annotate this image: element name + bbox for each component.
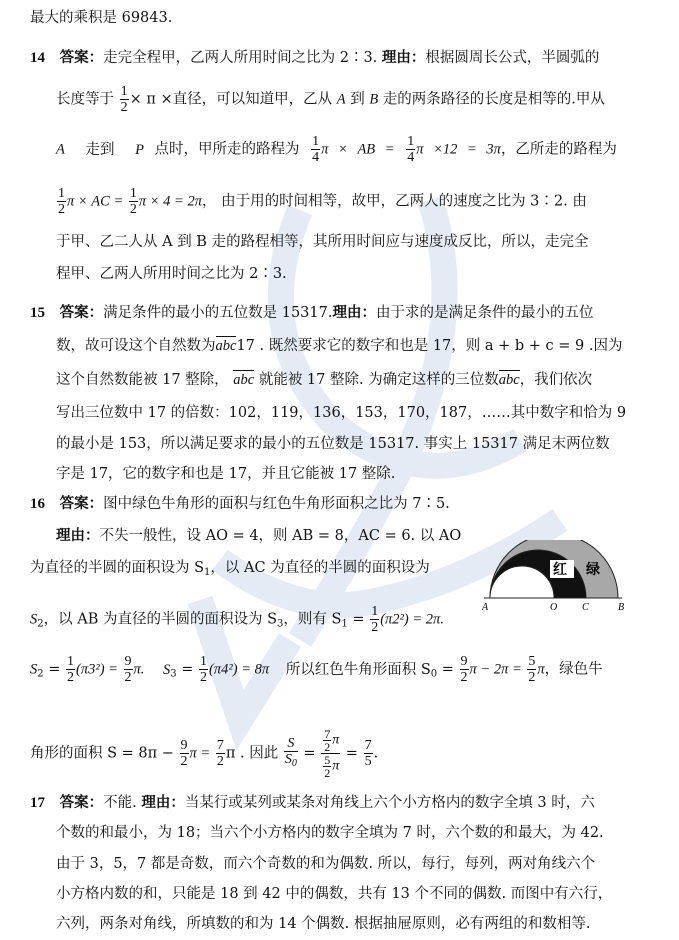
q14-line6: 程甲、乙两人所用时间之比为 2∶3. [56,266,287,282]
q16-l5c: π . 因此 [225,745,279,762]
q15-line2 [56,336,622,356]
fraction-half-2: $\frac{1}{2}$ [58,186,65,217]
q16-l5e: = [341,745,358,762]
q14-l2b: × π ×直径，可以知道甲，乙从 [129,91,333,108]
q16-l2b: ，以 AC 为直径的半圆的面积设为 [210,560,430,576]
q16-answer: 图中绿色牛角形的面积与红色牛角形面积之比为 7∶5. [103,496,450,512]
q16-answer-label: 答案： [59,495,104,512]
q14-line5: 于甲、乙二人从 A 到 B 走的路程相等，其所用时间应与速度成反比，所以，走完全 [56,234,589,250]
q16-l4-sub3: 3 [170,668,177,680]
q16-l5d: = [298,745,316,762]
q14-l4b: π × 4 = 2π [138,193,202,210]
q17-answer-label: 答案： [59,794,104,811]
fraction-nested: $\frac{7}{2}$ π $\frac{5}{2}$ π [321,728,340,779]
q16-l4f: = [176,661,194,678]
q16-reason-label: 理由： [56,527,100,544]
q16-l4l: ，绿色牛 [544,661,603,678]
q16-l4b: = [43,661,61,678]
q16-l5b: π = [189,745,211,762]
q14-l3g: ，乙所走的路程为 [500,141,617,158]
q15-l3c: ，我们依次 [519,372,593,388]
q16-l2: 为直径的半圆的面积设为 S [30,560,205,576]
q15-l3a: 这个自然数能被 17 整除， [56,372,229,388]
q14-l3c: P [135,141,144,158]
q15-header [30,303,593,323]
q14-l2a: 长度等于 [56,91,114,108]
q14-l3b: 走到 [85,141,115,158]
q16-line5 [30,728,378,779]
q16-l5a: 角形的面积 S = 8π − [30,745,174,762]
q14-l3e: π × AB = [321,141,395,158]
q15-line4: 写出三位数中 17 的倍数：102，119，136，153，170，187，……其中数字和恰为 9 [56,405,627,421]
q17-reason-start: 当某行或某列或某条对角线上六个小方格内的数字全填 3 时，六 [184,795,595,811]
q14-l4c: ， 由于用的时间相等，故甲，乙两人的速度之比为 3∶2. 由 [201,193,587,210]
q17-line4: 小方格内数的和，只能是 18 到 42 中的偶数，共有 13 个不同的偶数. 而图中有六行， [56,886,613,902]
fraction-half: $\frac{1}{2}$ [120,84,128,115]
q15-line5: 的最小是 153，所以满足要求的最小的五位数是 15317. 事实上 15317 满足末两位数 [56,436,610,452]
q14-l2d: 到 [350,91,365,108]
q16-l5f: . [373,745,379,762]
fraction-quarter-2: $\frac{1}{4}$ [407,134,415,165]
q16-l4-sub0: 0 [430,668,438,680]
q17-line2: 个数的和最小，为 18；当六个小方格内的数字全填为 7 时，六个数的和最大，为 42. [56,825,604,841]
semicircle-figure [482,540,632,610]
q16-l3-sub: 2 [37,618,44,630]
q16-l3e: (π2²) = 2π. [380,611,444,628]
q17-number: 17 [30,795,45,811]
fraction-nine-half-2: $\frac{9}{2}$ [460,654,468,685]
fraction-result: $\frac{7}{5}$ [364,738,372,769]
q14-answer: 走完全程甲，乙两人所用时间之比为 2∶3. [103,50,378,66]
q16-l4a: S [30,661,38,678]
q16-l4c: (π3²) = [76,661,118,678]
q16-l4j: π − 2π = [469,661,522,678]
q16-l3-sub3: 3 [277,618,284,630]
q15-answer-label: 答案： [59,304,104,321]
q16-l2-sub: 1 [204,567,211,578]
fraction-half-5: $\frac{1}{2}$ [67,654,74,685]
point-o-label: O [550,602,558,610]
fraction-half-3: $\frac{1}{2}$ [129,186,137,217]
fraction-quarter: $\frac{1}{4}$ [312,134,320,165]
fraction-seven-half: $\frac{7}{2}$ [216,738,224,769]
fraction-half-4: $\frac{1}{2}$ [371,604,379,635]
q14-l2f: 走的两条路径的长度是相等的.甲从 [382,91,605,108]
q16-header [30,494,450,514]
q14-reason-start: 根据圆周长公式，半圆弧的 [425,50,600,66]
q14-l3d: 点时，甲所走的路程为 [154,141,300,158]
fraction-s-over-s0: $\frac{S}{S_0}$ [284,736,297,769]
q16-l3c: ，则有 S [283,611,342,628]
q16-l3d: = [347,611,365,628]
top-line: 最大的乘积是 69843. [30,10,173,26]
q14-l2e: B [369,91,379,108]
q14-l3a: A [56,141,65,158]
q14-l2c: A [336,91,346,108]
q15-reason-label: 理由： [332,304,376,321]
green-label: 绿 [586,562,600,578]
q14-reason-label: 理由： [381,49,426,66]
point-a-label: A [482,602,489,610]
q16-l4e: S [163,661,171,678]
q16-l4i: = [437,661,454,678]
q16-l4h: 所以红色牛角形面积 S [285,661,431,678]
q16-line4 [30,654,603,685]
q16-line1 [56,526,461,546]
q16-reason-start: 不失一般性，设 AO = 4，则 AB = 8，AC = 6. 以 AO [99,528,462,544]
q17-line3: 由于 3，5，7 都是奇数，而六个奇数的和为偶数. 所以，每行，每列，两对角线六个 [56,856,596,872]
q16-l4k: π [537,661,545,678]
q17-answer: 不能. [103,795,137,811]
q15-number: 15 [30,305,45,321]
q15-answer: 满足条件的最小的五位数是 15317. [103,305,333,321]
q14-header [30,48,599,68]
q14-line2 [56,84,605,115]
fraction-nine-half-3: $\frac{9}{2}$ [180,738,188,769]
q15-line3 [56,370,592,390]
q15-reason-start: 由于求的是满足条件的最小的五位 [375,305,594,321]
q15-l3-abc2: abc [498,372,520,388]
q14-number: 14 [30,50,45,66]
q15-l3b: 就能被 17 整除. 为确定这样的三位数 [258,372,499,388]
red-label: 红 [553,562,567,578]
fraction-five-half: $\frac{5}{2}$ [528,654,536,685]
q15-l3-abc: abc [233,372,255,388]
point-b-label: B [618,602,625,610]
q14-l4a: π × AC = [67,193,124,210]
q14-answer-label: 答案： [59,49,104,66]
q14-l3f: π ×12 = 3π [416,141,501,158]
q16-l3b: ，以 AB 为直径的半圆的面积设为 S [43,611,278,628]
q17-reason-label: 理由： [141,794,185,811]
q17-line5: 六列，两条对角线，所填数的和为 14 个偶数. 根据抽屉原则，必有两组的和数相等. [56,916,591,932]
q14-line4 [56,186,587,217]
q16-line2 [30,558,430,583]
q16-l4g: (π4²) = 8π [209,661,270,678]
point-c-label: C [582,602,589,610]
q16-l4-sub2: 2 [37,668,44,680]
q16-number: 16 [30,496,45,512]
q15-l2-abc: abc [215,338,237,354]
q14-line3 [56,134,617,165]
q16-line3 [30,604,444,635]
q17-header [30,793,595,813]
q16-l3a: S [30,611,38,628]
q16-l3-sub1: 1 [341,618,348,630]
fraction-nine-half: $\frac{9}{2}$ [124,654,132,685]
q16-l4d: π. [133,661,145,678]
q15-l2a: 数，故可设这个自然数为 [56,338,216,354]
q15-line6: 字是 17，它的数字和也是 17，并且它能被 17 整除. [56,466,396,482]
q15-l2b: 17 . 既然要求它的数字和也是 17，则 a + b + c = 9 .因为 [236,338,623,354]
fraction-half-6: $\frac{1}{2}$ [200,654,208,685]
